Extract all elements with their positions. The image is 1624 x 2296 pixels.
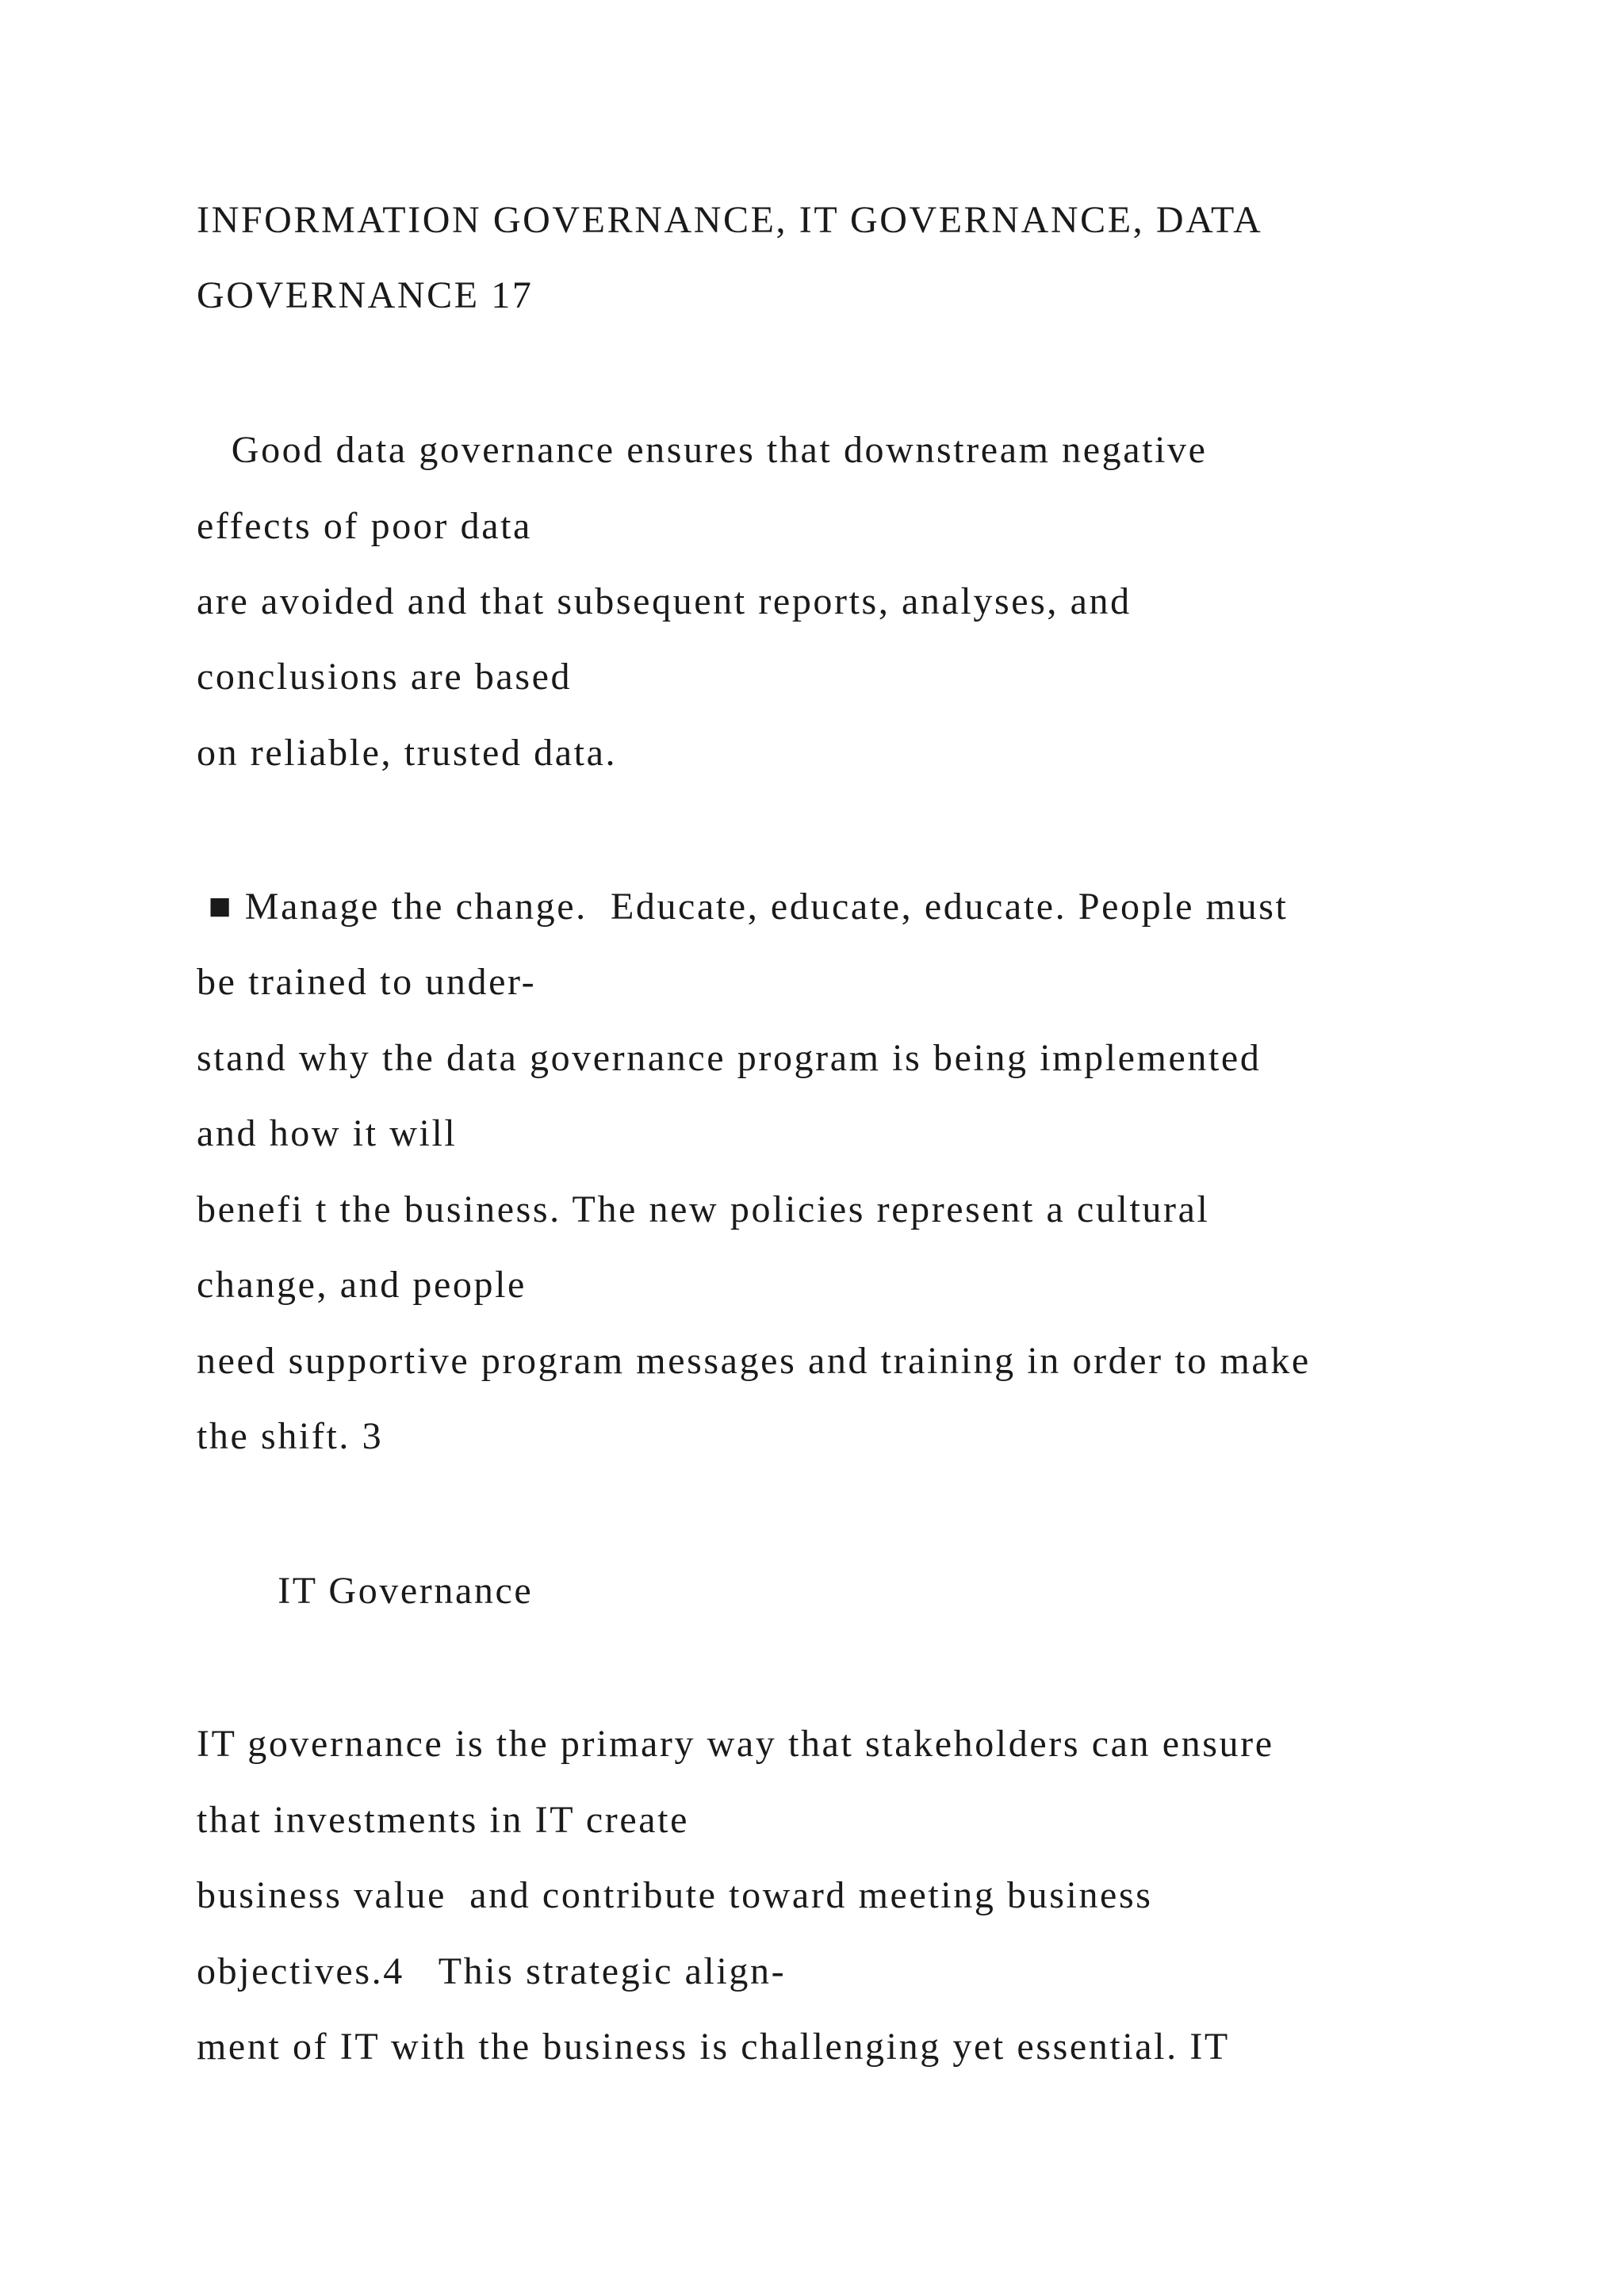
header-line: INFORMATION GOVERNANCE, IT GOVERNANCE, DATA: [197, 199, 1263, 241]
paragraph-line: that investments in IT create: [197, 1799, 690, 1841]
paragraph-line: be trained to under-: [197, 961, 537, 1003]
paragraph-line: benefi t the business. The new policies represent a cultural: [197, 1188, 1210, 1230]
bullet-line: ■ Manage the change. Educate, educate, educate. People must: [197, 886, 1289, 928]
paragraph-line: IT governance is the primary way that stakeholders can ensure: [197, 1723, 1274, 1765]
section-heading: IT Governance: [197, 1570, 534, 1612]
header-line: GOVERNANCE 17: [197, 274, 534, 316]
paragraph-line: need supportive program messages and training in order to make: [197, 1340, 1311, 1382]
paragraph-line: business value and contribute toward meeting business: [197, 1874, 1153, 1916]
paragraph-line: Good data governance ensures that downstream negative: [197, 429, 1208, 471]
paragraph-line: ment of IT with the business is challenging yet essential. IT: [197, 2026, 1230, 2068]
paragraph-line: on reliable, trusted data.: [197, 732, 618, 774]
paragraph-line: effects of poor data: [197, 505, 532, 547]
paragraph-line: change, and people: [197, 1264, 527, 1306]
paragraph-line: objectives.4 This strategic align-: [197, 1950, 787, 1992]
paragraph-line: conclusions are based: [197, 656, 573, 698]
paragraph-line: are avoided and that subsequent reports, analyses, and: [197, 580, 1132, 622]
paragraph-line: and how it will: [197, 1112, 458, 1154]
paragraph-line: stand why the data governance program is being implemented: [197, 1037, 1262, 1079]
paragraph-line: the shift. 3: [197, 1415, 384, 1457]
